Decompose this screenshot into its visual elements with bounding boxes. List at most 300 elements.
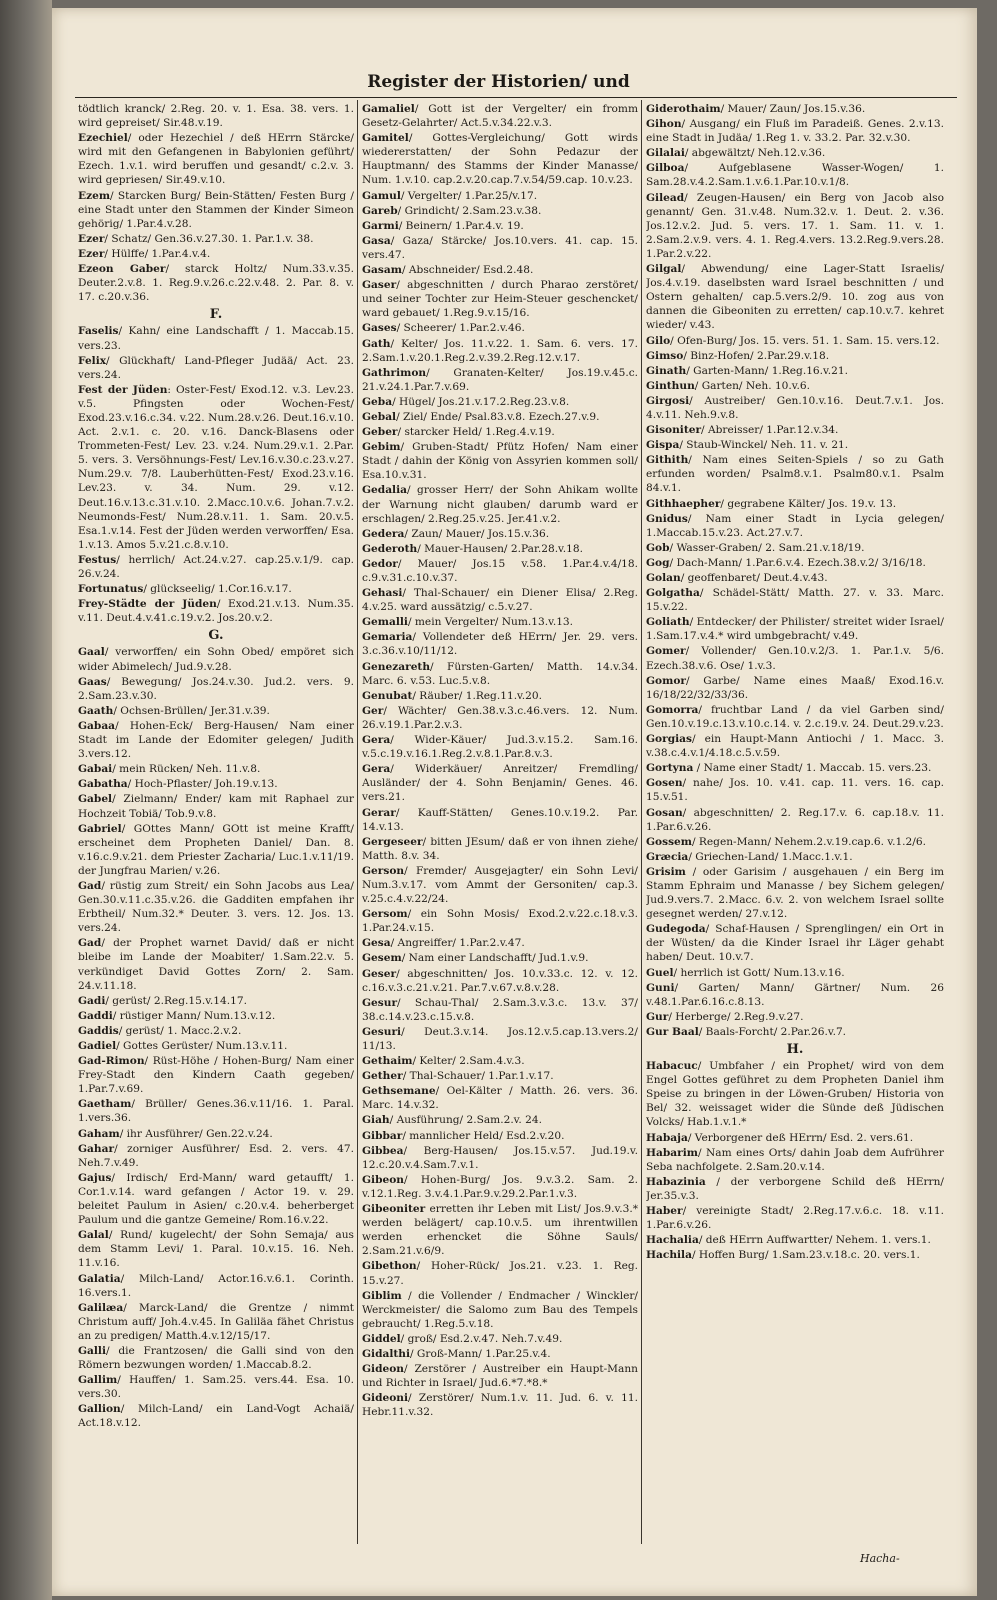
register-entry [362,615,638,630]
entry-headword: Gideoni [362,1392,409,1405]
entry-text: / rüstig zum Streit/ ein Sohn Jacobs aus Lea/ Gen.30.v.11.c.35.v.26. die Gadditen empfahen ihr Erbtheil/ Num.32.* Deuter. 3. vers. 12. Jos. 13. vers.24. [78,879,354,935]
entry-headword: Gaal [78,646,105,659]
entry-headword: Gabaa [78,719,116,732]
register-entry [78,1097,354,1126]
entry-text: / Regen-Mann/ Nehem.2.v.19.cap.6. v.1.2/6. [692,835,926,848]
entry-headword: Gajus [78,1171,112,1184]
entry-headword: Garmi [362,219,399,232]
entry-headword: Ginthun [646,379,695,392]
register-entry [362,1391,638,1420]
entry-text: / Ziel/ Ende/ Psal.83.v.8. Ezech.27.v.9. [396,410,600,423]
entry-text: / Garten-Mann/ 1.Reg.16.v.21. [686,364,848,377]
column-divider-1 [357,100,358,1544]
entry-headword: Gera [362,763,391,776]
entry-headword: Habaja [646,1131,688,1144]
entry-headword: Græcia [646,850,689,863]
entry-headword: Golan [646,572,681,584]
entry-headword: Gaas [78,675,107,688]
register-entry [78,189,354,232]
entry-text: / Mauer/ Zaun/ Jos.15.v.36. [720,103,866,115]
entry-text: / Griechen-Land/ 1.Macc.1.v.1. [688,850,853,863]
entry-text: / mein Vergelter/ Num.13.v.13. [407,616,574,629]
entry-headword: Gilo [646,334,671,347]
entry-text: / Schau-Thal/ 2.Sam.3.v.3.c. 13.v. 37/ 38.c.14.v.23.c.15.v.8. [362,996,638,1023]
entry-headword: Goliath [646,616,690,629]
entry-headword: Geser [362,967,397,980]
register-entry [646,364,944,379]
entry-text: / abgeschnitten/ Jos. 10.v.33.c. 12. v. 12. c.16.v.3.c.21.v.21. Par.7.v.67.v.8.v.28. [362,967,638,994]
register-entry [362,1332,638,1347]
entry-headword: Gisoniter [646,424,702,437]
entry-text: / bitten JEsum/ daß er von ihnen ziehe/ Matth. 8.v. 34. [362,835,638,862]
register-entry [362,1069,638,1084]
register-entry [78,1127,354,1142]
entry-headword: Habarim [646,1146,698,1159]
entry-text: / deß HErrn Auffwartter/ Nehem. 1. vers.1. [698,1234,931,1247]
entry-text: / Exod.21.v.13. Num.35. v.11. Deut.4.v.41.c.19.v.2. Jos.20.v.2. [78,598,354,625]
entry-text: / oder Garisim / ausgehauen / ein Berg im Stamm Ephraim und Manasse / bey Sichem gelegen/ Jud.9.vers.7. 2.Macc. 6.v. 2. von welchem Israel sollte gesegnet werden/ 27.v.12. [646,865,944,921]
entry-text: / Vollendeter deß HErrn/ Jer. 29. vers. 3.c.36.v.10/11/12. [362,631,638,658]
register-column-2 [362,102,638,1542]
register-entry [362,219,638,234]
register-entry [78,247,354,262]
register-entry [362,557,638,586]
page-edge-shadow [0,0,52,1600]
register-entry [646,703,944,732]
register-entry [646,497,944,512]
entry-headword: Ezeon Gaber [78,263,166,276]
entry-headword: Gilboa [646,162,685,175]
register-entry [362,131,638,188]
entry-text: / Zerstörer/ Num.1.v. 11. Jud. 6. v. 11. Hebr.11.v.32. [362,1392,638,1419]
register-entry [362,1347,638,1362]
entry-headword: Ezer [78,247,105,260]
entry-headword: Ger [362,704,384,717]
entry-text: / Ochsen-Brüllen/ Jer.31.v.39. [113,704,270,717]
entry-headword: Gesuri [362,1025,402,1038]
entry-headword: Gur [646,1010,669,1023]
register-entry [78,324,354,353]
entry-text: / Kelter/ 2.Sam.4.v.3. [412,1055,525,1068]
entry-text: / rüstiger Mann/ Num.13.v.12. [112,1009,276,1022]
entry-headword: Gebim [362,441,401,454]
register-entry [646,512,944,541]
entry-headword: Gabai [78,763,113,776]
register-entry [646,1204,944,1233]
register-entry [362,630,638,659]
entry-text: / mannlicher Held/ Esd.2.v.20. [402,1129,565,1142]
register-entry [362,762,638,805]
entry-headword: Gilalai [646,147,685,160]
register-entry [78,1272,354,1301]
entry-headword: Gad [78,879,102,892]
entry-text: / Grindicht/ 2.Sam.23.v.38. [397,204,542,217]
entry-text: / Hohen-Eck/ Berg-Hausen/ Nam einer Stadt im Lande der Edomiter gelegen/ Judith 3.vers.12. [78,719,354,761]
register-entry [78,1009,354,1024]
entry-headword: Gaath [78,704,114,717]
entry-text: / Groß-Mann/ 1.Par.25.v.4. [410,1347,551,1360]
section-letter: G. [208,628,224,644]
entry-headword: Gasa [362,234,391,247]
header-rule [75,97,957,98]
entry-headword: Guni [646,981,675,994]
entry-text: / Milch-Land/ ein Land-Vogt Achaiä/ Act.18.v.12. [78,1403,354,1430]
register-entry [78,1171,354,1228]
entry-headword: Grisim [646,865,686,878]
register-entry [646,161,944,190]
entry-text: / Abwendung/ eine Lager-Statt Israelis/ Jos.4.v.19. daselbsten ward Israel beschnitten / und Ostern gehalten/ cap.5.vers.2/9. 10. zog aus von dannen die Gibeoniten zu erretten/ cap.10.v.7. kehret wieder/ v.43. [646,263,944,332]
entry-headword: Gamaliel [362,103,415,115]
register-entry [362,1202,638,1259]
entry-text: / Herberge/ 2.Reg.9.v.27. [668,1010,804,1023]
entry-text: / Garten/ Neh. 10.v.6. [694,379,810,392]
entry-headword: Gihon [646,118,682,131]
entry-text: / Marck-Land/ die Grentze / nimmt Christum auff/ Joh.4.v.45. In Galiläa fähet Christus an zu predigen/ Matth.4.v.12/15/17. [78,1301,354,1342]
entry-text: tödtlich kranck/ 2.Reg. 20. v. 1. Esa. 38. vers. 1. wird gepreiset/ Sir.48.v.19. [78,103,354,130]
entry-headword: Galatia [78,1272,121,1285]
entry-text: / der verborgene Schild deß HErrn/ Jer.35.v.3. [646,1175,944,1202]
entry-headword: Gidalthi [362,1347,410,1360]
register-entry [646,423,944,438]
register-entry [362,425,638,440]
entry-text: / Fremder/ Ausgejagter/ ein Sohn Levi/ Num.3.v.17. vom Ammt der Gersoniten/ cap.3. v.25.c.4.v.22/24. [362,864,638,906]
register-entry [646,1059,944,1130]
register-entry [646,586,944,615]
register-entry [78,582,354,597]
entry-headword: Gebal [362,410,397,423]
entry-headword: Gemaria [362,631,413,644]
register-entry [362,689,638,704]
register-entry [78,131,354,188]
entry-text: / Berg-Hausen/ Jos.15.v.57. Jud.19.v. 12.c.20.v.4.Sam.7.v.1. [362,1144,638,1171]
entry-headword: Genezareth [362,660,431,673]
entry-headword: Gases [362,322,397,335]
register-entry [362,733,638,762]
register-entry [362,1084,638,1113]
entry-headword: Ezechiel [78,132,128,145]
register-entry [646,1131,944,1146]
entry-headword: Gorgias [646,733,692,746]
entry-text: / Ausführung/ 2.Sam.2.v. 24. [389,1114,542,1127]
register-entry [646,806,944,835]
entry-headword: Gomorra [646,703,699,716]
register-entry [646,334,944,349]
entry-text: / Hügel/ Jos.21.v.17.2.Reg.23.v.8. [392,395,570,408]
entry-headword: Gallim [78,1374,118,1387]
entry-text: / GOttes Mann/ GOtt ist meine Krafft/ erscheinet dem Propheten Daniel/ Dan. 8. v.16.c.9.v.21. dem Priester Zacharia/ Luc.1.v.11/19. der Jungfrau Marien/ v.26. [78,822,354,877]
register-entry [362,321,638,336]
register-entry [362,440,638,483]
register-entry [78,1373,354,1402]
entry-text: / Kahn/ eine Landschafft / 1. Maccab.15. vers.23. [78,325,354,352]
register-entry [646,1025,944,1040]
register-entry [78,822,354,879]
entry-headword: Gethsemane [362,1085,436,1098]
entry-text: / ihr Ausführer/ Gen.22.v.24. [119,1127,273,1140]
entry-text: / oder Hezechiel / deß HErrn Stärcke/ wird mit den Gefangenen in Babylonien geführt/ Ezech. 1.v.1. wird beruffen und gesandt/ c.2.v. 3. wird gepriesen/ Sir.49.v.10. [78,132,354,187]
register-entry [362,263,638,278]
entry-text: / Nam eines Seiten-Spiels / so zu Gath erfunden worden/ Psalm8.v.1. Psalm80.v.1. Psalm 84.v.1. [646,454,944,495]
register-entry [78,262,354,305]
register-entry [362,234,638,263]
entry-headword: Gera [362,734,391,747]
entry-text: / mein Rücken/ Neh. 11.v.8. [112,763,261,776]
entry-headword: Gibeon [362,1173,404,1186]
entry-headword: Ginath [646,364,687,377]
entry-text: / Bewegung/ Jos.24.v.30. Jud.2. vers. 9. 2.Sam.23.v.30. [78,675,354,702]
entry-text: / Kelter/ Jos. 11.v.22. 1. Sam. 6. vers. 17. 2.Sam.1.v.20.1.Reg.2.v.39.2.Reg.12.v.17. [362,337,638,364]
entry-text: / der Prophet warnet David/ daß er nicht bleibe im Lande der Moabiter/ 1.Sam.22.v. 5. verkündiget David Gottes Zorn/ 2. Sam. 24.v.11.18. [78,937,354,992]
entry-headword: Hachila [646,1249,692,1262]
entry-text: / Vergelter/ 1.Par.25/v.17. [400,189,538,202]
register-entry [646,394,944,423]
register-entry [362,967,638,996]
register-entry [362,864,638,907]
register-entry [362,410,638,425]
entry-headword: Gabriel [78,822,122,835]
register-entry [362,660,638,689]
entry-headword: Gamul [362,189,401,202]
entry-text: / Hoher-Rück/ Jos.21. v.23. 1. Reg. 15.v.27. [362,1260,638,1287]
entry-headword: Gedera [362,527,405,540]
entry-headword: Gibethon [362,1260,417,1273]
entry-text: / Hoch-Pflaster/ Joh.19.v.13. [127,778,278,791]
register-entry [646,117,944,146]
register-entry [646,191,944,262]
entry-headword: Gedalia [362,484,407,497]
entry-headword: Gethaim [362,1055,413,1068]
register-entry [646,262,944,333]
entry-text: / Wasser-Graben/ 2. Sam.21.v.18/19. [669,541,865,554]
register-entry [646,1233,944,1248]
entry-text: / Deut.3.v.14. Jos.12.v.5.cap.13.vers.2/ 11/13. [362,1025,638,1052]
entry-text: / Schatz/ Gen.36.v.27.30. 1. Par.1.v. 38. [104,232,314,245]
entry-headword: Gaetham [78,1098,132,1111]
entry-text: / Thal-Schauer/ ein Diener Elisa/ 2.Reg. 4.v.25. ward aussätzig/ c.5.v.27. [362,587,638,614]
register-entry [78,719,354,762]
entry-text: / Wider-Käuer/ Jud.3.v.15.2. Sam.16. v.5.c.19.v.16.1.Reg.2.v.8.1.Par.8.v.3. [362,734,638,761]
register-entry [646,146,944,161]
section-letter: F. [209,307,223,323]
register-entry [646,922,944,965]
entry-headword: Geba [362,395,393,408]
entry-headword: Golgatha [646,587,700,600]
register-entry [78,792,354,821]
entry-headword: Gudegoda [646,923,706,936]
entry-headword: Gur Baal [646,1025,699,1038]
entry-text: / Granaten-Kelter/ Jos.19.v.45.c. 21.v.24.1.Par.7.v.69. [362,366,638,393]
register-entry [362,542,638,557]
entry-headword: Genubat [362,689,413,702]
entry-text: / Gottes Gerüster/ Num.13.v.11. [116,1040,288,1052]
entry-headword: Fest der Jüden [78,383,168,396]
entry-headword: Frey-Städte der Jüden [78,598,217,611]
entry-headword: Gedor [362,557,398,570]
entry-headword: Gosen [646,777,683,790]
entry-text: / Schädel-Stätt/ Matth. 27. v. 33. Marc. 15.v.22. [646,587,944,614]
entry-text: / herrlich/ Act.24.v.27. cap.25.v.1/9. cap. 26.v.24. [78,553,354,580]
entry-text: / Aufgeblasene Wasser-Wogen/ 1. Sam.28.v.4.2.Sam.1.v.6.1.Par.10.v.1/8. [646,162,944,189]
entry-headword: Gad [78,937,102,950]
register-entry [362,204,638,219]
entry-headword: Gergeseer [362,835,423,848]
entry-text: / Rund/ kugelecht/ der Sohn Semaja/ aus dem Stamm Levi/ 1. Paral. 10.v.15. 16. Neh. 11.v.16. [78,1229,354,1270]
entry-text: / Name einer Stadt/ 1. Maccab. 15. vers.23. [693,762,932,775]
section-letter: H. [786,1042,804,1057]
register-column-3 [646,102,944,1542]
entry-text: / Zeugen-Hausen/ ein Berg von Jacob also genannt/ Gen. 31.v.48. Num.32.v. 1. Deut. 2. v.36. Jos.12.v.2. Jud. 5. vers. 17. 1. Sam. 11. v. 1. 2.Sam.2.v.9. vers. 4. 1. Reg.4.vers. 13.2.Reg.9.vers.28. 1.Par.2.v.22. [646,191,944,260]
register-entry [646,615,944,644]
register-entry [362,1054,638,1069]
entry-headword: Gog [646,556,670,569]
register-entry [78,354,354,383]
entry-headword: Gabatha [78,778,128,791]
register-entry [646,571,944,586]
register-entry [362,704,638,733]
register-entry [646,556,944,571]
register-entry [362,395,638,410]
register-column-1 [78,102,354,1542]
entry-headword: Ezem [78,189,111,202]
register-entry [646,349,944,364]
entry-headword: Gallion [78,1403,121,1416]
entry-text: / nahe/ Jos. 10. v.41. cap. 11. vers. 16. cap. 15.v.51. [646,777,944,804]
entry-headword: Gibbea [362,1144,404,1157]
entry-text: / zorniger Ausführer/ Esd. 2. vers. 47. Neh.7.v.49. [78,1142,354,1169]
entry-text: / Thal-Schauer/ 1.Par.1.v.17. [402,1070,554,1083]
register-entry [78,879,354,936]
entry-headword: Galilæa [78,1301,124,1314]
entry-headword: Gamitel [362,132,409,145]
register-entry [78,232,354,247]
entry-headword: Gether [362,1070,403,1083]
entry-headword: Galal [78,1229,109,1242]
register-entry [78,704,354,719]
entry-headword: Gilead [646,191,685,204]
entry-text: / geoffenbaret/ Deut.4.v.43. [680,572,828,584]
entry-text: / Nam einer Stadt in Lycia gelegen/ 1.Maccab.15.v.23. Act.27.v.7. [646,512,944,539]
entry-text: / Mauer/ Jos.15 v.58. 1.Par.4.v.4/18. c.9.v.31.c.10.v.37. [362,557,638,584]
entry-headword: Githith [646,454,689,467]
register-entry [646,1248,944,1263]
register-entry [646,102,944,117]
register-entry [78,1039,354,1054]
entry-headword: Gibbar [362,1129,403,1142]
entry-headword: Gasam [362,264,402,277]
entry-text: / vereinigte Stadt/ 2.Reg.17.v.6.c. 18. v.11. 1.Par.6.v.26. [646,1205,944,1232]
entry-text: / Fürsten-Garten/ Matth. 14.v.34. Marc. 6. v.53. Luc.5.v.8. [362,660,638,687]
entry-headword: Gadi [78,994,106,1007]
entry-text: : Oster-Fest/ Exod.12. v.3. Lev.23. v.5. Pfingsten oder Wochen-Fest/ Exod.23.v.16.c.34. v.22. Num.28.v.26. Deut.16.v.10. Act. 2.v.1. c. 20. v.16. Danck-Blasens oder Trommeten-Fest/ Lev. 23. v.24. Num.29.v.1. 2.Par. 5. vers. 3. Versöhnungs-Fest/ Lev.16.v.30.c.23.v.27. Num.29.v. 7/8. Lauberhütten-Fest/ Exod.23.v.16. Lev.23. v. 34. Num. 29. v.12. Deut.16.v.13.c.31.v.10. 2.Macc.10.v.6. Johan.7.v.2. Neumonds-Fest/ Num.28.v.11. 1. Sam. 20.v.5. Esa.1.v.14. Fest der Jüden werden verworffen/ Esa. 1.v.13. Amos 5.v.21.c.8.v.10. [78,383,354,551]
entry-headword: Gersom [362,908,408,921]
entry-text: / groß/ Esd.2.v.47. Neh.7.v.49. [400,1332,563,1345]
entry-text: / die Vollender / Endmacher / Winckler/ Werckmeister/ die Salomo zum Bau des Tempels gebraucht/ 1.Reg.5.v.18. [362,1289,638,1330]
entry-headword: Gaser [362,279,397,292]
register-entry [78,1301,354,1344]
entry-text: / gerüst/ 2.Reg.15.v.14.17. [105,994,247,1007]
entry-headword: Gehasi [362,587,403,600]
register-entry [646,776,944,805]
register-entry [646,438,944,453]
entry-headword: Giblim [362,1289,402,1302]
entry-text: / Rüst-Höhe / Hohen-Burg/ Nam einer Frey-Stadt den Kindern Caath gegeben/ 1.Par.7.v.69. [78,1055,354,1096]
register-entry [78,1024,354,1039]
entry-headword: Gob [646,541,670,554]
entry-headword: Gesem [362,952,402,965]
entry-text: / Zerstörer / Austreiber ein Haupt-Mann und Richter in Israel/ Jud.6.*7.*8.* [362,1363,638,1390]
register-entry [362,483,638,526]
entry-text: / Oel-Kälter / Matth. 26. vers. 36. Marc. 14.v.32. [362,1085,638,1112]
entry-headword: Gadiel [78,1040,117,1052]
register-entry [646,835,944,850]
entry-headword: Ezer [78,232,105,245]
entry-text: / Hülffe/ 1.Par.4.v.4. [104,247,211,260]
register-entry [78,936,354,993]
register-entry [78,1228,354,1271]
entry-text: / Kauff-Stätten/ Genes.10.v.19.2. Par. 14.v.13. [362,806,638,833]
register-entry [78,553,354,582]
entry-headword: Gad-Rimon [78,1055,145,1068]
register-entry [646,850,944,865]
register-entry [362,102,638,131]
entry-text: / Glückhaft/ Land-Pfleger Judää/ Act. 23. vers.24. [78,354,354,381]
register-entry [362,1113,638,1128]
entry-headword: Gortyna [646,762,694,775]
register-entry [78,645,354,674]
entry-text: / Staub-Winckel/ Neh. 11. v. 21. [679,439,849,452]
entry-headword: Gesa [362,937,391,950]
register-entry [646,981,944,1010]
register-entry [362,337,638,366]
entry-text: / Abschneider/ Esd.2.48. [401,264,534,277]
entry-headword: Giddel [362,1332,401,1345]
entry-headword: Gederoth [362,542,418,555]
register-entry [646,761,944,776]
register-entry [78,762,354,777]
entry-text: / starcker Held/ 1.Reg.4.v.19. [397,426,555,439]
register-entry [362,936,638,951]
entry-text: / Räuber/ 1.Reg.11.v.20. [412,689,542,702]
register-entry [362,996,638,1025]
entry-headword: Gibeoniter [362,1203,426,1216]
entry-headword: Gimso [646,349,684,362]
entry-text: / Brüller/ Genes.36.v.11/16. 1. Paral. 1.vers.36. [78,1098,354,1125]
entry-headword: Gosan [646,806,683,819]
entry-text: / Ofen-Burg/ Jos. 15. vers. 51. 1. Sam. 15. vers.12. [670,334,940,347]
entry-text: / Beinern/ 1.Par.4.v. 19. [398,219,524,232]
register-entry [646,1175,944,1204]
entry-text: / Widerkäuer/ Anreitzer/ Fremdling/ Ausländer/ der 4. Sohn Benjamin/ Genes. 46. vers.21. [362,763,638,804]
register-entry [362,189,638,204]
entry-text: / Garten/ Mann/ Gärtner/ Num. 26 v.48.1.Par.6.16.c.8.13. [646,981,944,1008]
entry-text: / verworffen/ ein Sohn Obed/ empöret sich wider Abimelech/ Jud.9.v.28. [78,646,354,673]
entry-text: / Garbe/ Name eines Maaß/ Exod.16.v. 16/18/22/32/33/36. [646,674,944,701]
register-entry [78,1142,354,1171]
entry-text: / Hoffen Burg/ 1.Sam.23.v.18.c. 20. vers.1. [691,1249,920,1262]
register-entry [362,1129,638,1144]
entry-text: / Binz-Hofen/ 2.Par.29.v.18. [683,349,830,362]
entry-text: / Nam einer Landschafft/ Jud.1.v.9. [401,952,589,965]
entry-headword: Gath [362,337,391,350]
entry-text: / Angreiffer/ 1.Par.2.v.47. [390,937,525,950]
register-entry [646,379,944,394]
entry-headword: Giderothaim [646,103,721,115]
entry-text: / Mauer-Hausen/ 2.Par.28.v.18. [417,542,583,555]
entry-text: / gerüst/ 1. Macc.2.v.2. [118,1024,242,1037]
entry-text: / abgeschnitten/ 2. Reg.17.v. 6. cap.18.v. 11. 1.Par.6.v.26. [646,806,944,833]
running-head: Register der Historien/ und [367,72,630,92]
register-entry [362,951,638,966]
